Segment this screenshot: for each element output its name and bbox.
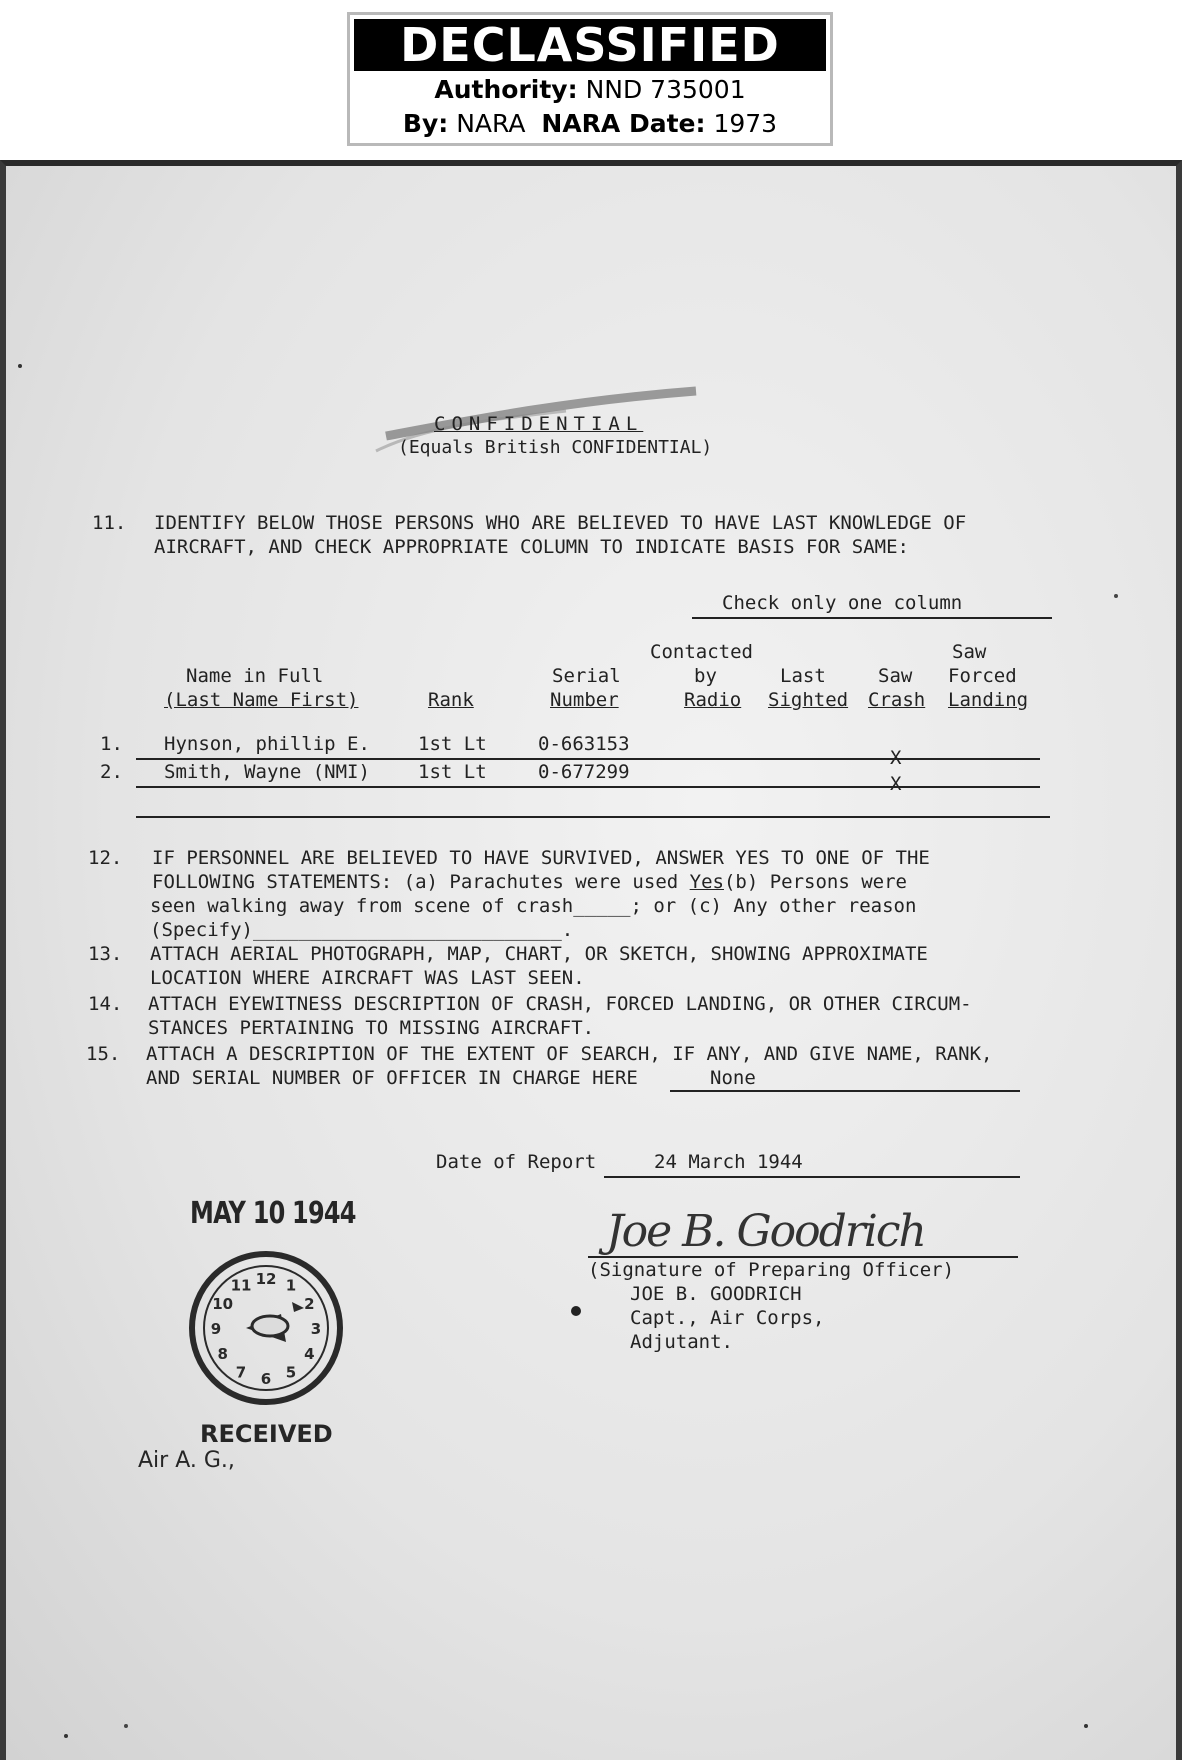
officer-in-charge-answer: None — [710, 1067, 756, 1089]
scanned-document — [0, 160, 1182, 1760]
clock-numeral: 2 — [304, 1295, 315, 1313]
section-12-line-3 — [150, 894, 916, 918]
declassified-banner — [347, 12, 833, 146]
col-rank: Rank — [428, 689, 474, 711]
section-12-line-2b: (b) Persons were — [723, 871, 907, 893]
specify-answer: ___________________________. — [252, 919, 574, 941]
specify-label: (Specify) — [150, 919, 253, 941]
authority-value: NND 735001 — [585, 75, 746, 104]
section-13-line-2: LOCATION WHERE AIRCRAFT WAS LAST SEEN. — [150, 967, 585, 989]
authority-label: Authority: — [434, 75, 578, 104]
section-11-text-2: AIRCRAFT, AND CHECK APPROPRIATE COLUMN TO INDICATE BASIS FOR SAME: — [154, 536, 909, 558]
col-radio-3: Radio — [684, 689, 742, 711]
row-saw-crash-mark: X — [890, 747, 902, 769]
declassified-by — [350, 109, 830, 139]
section-12-line-2a: FOLLOWING STATEMENTS: (a) Parachutes were used — [152, 871, 690, 893]
row-rule-2 — [136, 786, 1040, 788]
section-11-number: 11. — [92, 512, 127, 534]
check-only-one-column: Check only one column — [722, 592, 963, 614]
clock-numeral: 7 — [235, 1363, 247, 1382]
col-serial-1: Serial — [552, 665, 621, 687]
classification-subheading: (Equals British CONFIDENTIAL) — [398, 437, 713, 458]
by-value: NARA — [456, 109, 526, 138]
nara-date-value: 1973 — [713, 109, 778, 138]
handwritten-signature: Joe B. Goodrich — [606, 1206, 925, 1257]
received-stamp-label: RECEIVED — [200, 1420, 333, 1448]
clock-numeral: 9 — [210, 1320, 222, 1338]
col-sighted-2: Sighted — [768, 689, 849, 711]
section-13-line-1: ATTACH AERIAL PHOTOGRAPH, MAP, CHART, OR SKETCH, SHOWING APPROXIMATE — [150, 943, 928, 965]
section-13-number: 13. — [88, 943, 123, 965]
row-rule-3 — [136, 816, 1050, 818]
section-12-line-4 — [150, 918, 573, 942]
section-15-number: 15. — [86, 1043, 121, 1065]
received-office-label: Air A. G., — [138, 1448, 235, 1473]
clock-numeral: 1 — [285, 1276, 297, 1295]
section-12-line-3b: ; or (c) Any other reason — [630, 895, 917, 917]
col-forced-2: Forced — [948, 665, 1017, 687]
row-saw-crash-mark: X — [890, 773, 902, 795]
col-radio-1: Contacted — [650, 641, 753, 663]
section-15-line-1: ATTACH A DESCRIPTION OF THE EXTENT OF SEARCH, IF ANY, AND GIVE NAME, RANK, — [146, 1043, 993, 1065]
row-serial: 0-663153 — [538, 733, 630, 755]
col-crash-2: Crash — [868, 689, 926, 711]
clock-numeral: 6 — [260, 1370, 272, 1388]
nara-date-label: NARA Date: — [541, 109, 706, 138]
signature-caption: (Signature of Preparing Officer) — [588, 1259, 955, 1281]
clock-numeral: 8 — [217, 1345, 228, 1363]
clock-numeral: 4 — [304, 1345, 315, 1363]
officer-answer-rule — [670, 1090, 1020, 1092]
date-of-report-value: 24 March 1944 — [654, 1151, 803, 1173]
walking-answer: _____ — [573, 895, 631, 917]
section-15-line-2: AND SERIAL NUMBER OF OFFICER IN CHARGE HERE — [146, 1067, 638, 1089]
classification-heading: CONFIDENTIAL — [434, 413, 644, 435]
col-name-1: Name in Full — [186, 665, 324, 687]
by-label: By: — [402, 109, 449, 138]
section-12-line-3a: seen walking away from scene of crash — [150, 895, 574, 917]
col-name-2: (Last Name First) — [164, 689, 359, 711]
clock-numeral: 5 — [285, 1363, 297, 1382]
row-name: Smith, Wayne (NMI) — [164, 761, 370, 783]
row-name: Hynson, phillip E. — [164, 733, 370, 755]
row-serial: 0-677299 — [538, 761, 630, 783]
section-14-number: 14. — [88, 993, 123, 1015]
clock-numeral: 3 — [310, 1320, 322, 1338]
row-rank: 1st Lt — [418, 761, 487, 783]
clock-numeral: 12 — [255, 1270, 277, 1288]
declassified-title: DECLASSIFIED — [354, 19, 826, 71]
clock-stamp-icon — [186, 1248, 346, 1408]
received-date-stamp: MAY 10 1944 — [190, 1196, 356, 1231]
section-12-line-2 — [152, 870, 907, 894]
section-12-line-1: IF PERSONNEL ARE BELIEVED TO HAVE SURVIVED, ANSWER YES TO ONE OF THE — [152, 847, 930, 869]
col-crash-1: Saw — [878, 665, 913, 687]
section-14-line-1: ATTACH EYEWITNESS DESCRIPTION OF CRASH, FORCED LANDING, OR OTHER CIRCUM- — [148, 993, 972, 1015]
col-forced-3: Landing — [948, 689, 1029, 711]
section-12-number: 12. — [88, 847, 123, 869]
officer-title-2: Adjutant. — [630, 1331, 733, 1353]
officer-name: JOE B. GOODRICH — [630, 1283, 802, 1305]
col-radio-2: by — [694, 665, 717, 687]
officer-title-1: Capt., Air Corps, — [630, 1307, 825, 1329]
date-of-report-label: Date of Report — [436, 1151, 597, 1173]
check-note-rule — [692, 617, 1052, 619]
col-forced-1: Saw — [952, 641, 987, 663]
col-serial-2: Number — [550, 689, 619, 711]
section-11-text-1: IDENTIFY BELOW THOSE PERSONS WHO ARE BELIEVED TO HAVE LAST KNOWLEDGE OF — [154, 512, 967, 534]
section-14-line-2: STANCES PERTAINING TO MISSING AIRCRAFT. — [148, 1017, 595, 1039]
row-rank: 1st Lt — [418, 733, 487, 755]
clock-numeral: 11 — [230, 1276, 252, 1295]
clock-numeral: 10 — [212, 1295, 234, 1313]
row-number: 1. — [100, 733, 123, 755]
row-number: 2. — [100, 761, 123, 783]
date-of-report-rule — [604, 1176, 1020, 1178]
declassified-authority — [350, 71, 830, 109]
parachutes-answer: Yes — [689, 871, 724, 893]
col-sighted-1: Last — [780, 665, 826, 687]
